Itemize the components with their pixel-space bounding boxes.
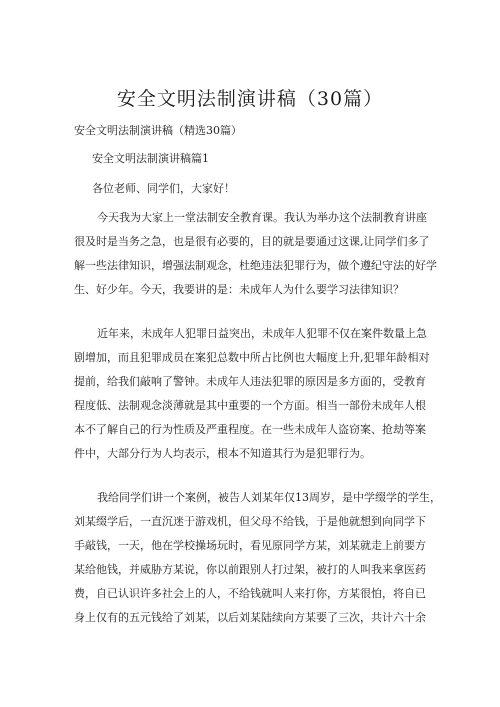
greeting-line: 各位老师、同学们，大家好！ <box>92 182 235 195</box>
paragraph-line: 解一些法律知识，增强法制观念，杜绝违法犯罪行为，做个遵纪守法的好学 <box>74 259 437 272</box>
paragraph-line: 某给他钱，并威胁方某说，你以前跟别人打过架，被打的人叫我来拿医药 <box>74 563 426 576</box>
document-subtitle: 安全文明法制演讲稿（精选30篇） <box>74 124 242 137</box>
paragraph <box>74 322 430 466</box>
paragraph-line: 手敲钱，一天，他在学校操场玩时，看见原同学方某，刘某就走上前要方 <box>74 539 426 552</box>
paragraph-line: 件中，大部分行为人均表示，根本不知道其行为是犯罪行为。 <box>74 447 371 460</box>
paragraph-line: 很及时是当务之急，也是很有必要的，目的就是要通过这课,让同学们多了 <box>74 235 430 248</box>
paragraph-line: 提前，给我们敲响了警钟。未成年人违法犯罪的原因是多方面的，受教育 <box>74 375 426 388</box>
paragraph-line: 费，自已认识许多社会上的人，不给钱就叫人来打你，方某很怕，将自已 <box>74 587 426 600</box>
section-heading: 安全文明法制演讲稿篇1 <box>92 152 209 165</box>
paragraph-line: 本不了解自己的行为性质及严重程度。在一些未成年人盗窃案、抢劫等案 <box>74 423 426 436</box>
paragraph-line: 我给同学们讲一个案例，被告人刘某年仅13周岁，是中学缀学的学生， <box>97 491 441 504</box>
paragraph-line: 今天我为大家上一堂法制安全教育课。我认为举办这个法制教育讲座 <box>97 211 427 224</box>
paragraph-line: 程度低、法制观念淡薄就是其中重要的一个方面。相当一部份未成年人根 <box>74 399 426 412</box>
document-title: 安全文明法制演讲稿（30篇） <box>116 88 384 110</box>
paragraph-line: 身上仅有的五元钱给了刘某，以后刘某陆续向方某要了三次，共计六十余 <box>74 611 426 624</box>
paragraph-line: 刘某缀学后，一直沉迷于游戏机，但父母不给钱，于是他就想到向同学下 <box>74 515 426 528</box>
paragraph <box>74 206 437 302</box>
paragraph <box>74 486 441 630</box>
paragraph-line: 剧增加，而且犯罪成员在案犯总数中所占比例也大幅度上升,犯罪年龄相对 <box>74 351 430 364</box>
paragraph-line: 生、好少年。今天，我要讲的是：未成年人为什么要学习法律知识？ <box>74 283 404 296</box>
paragraph-line: 近年来，未成年人犯罪日益突出，未成年人犯罪不仅在案件数量上急 <box>97 327 427 340</box>
